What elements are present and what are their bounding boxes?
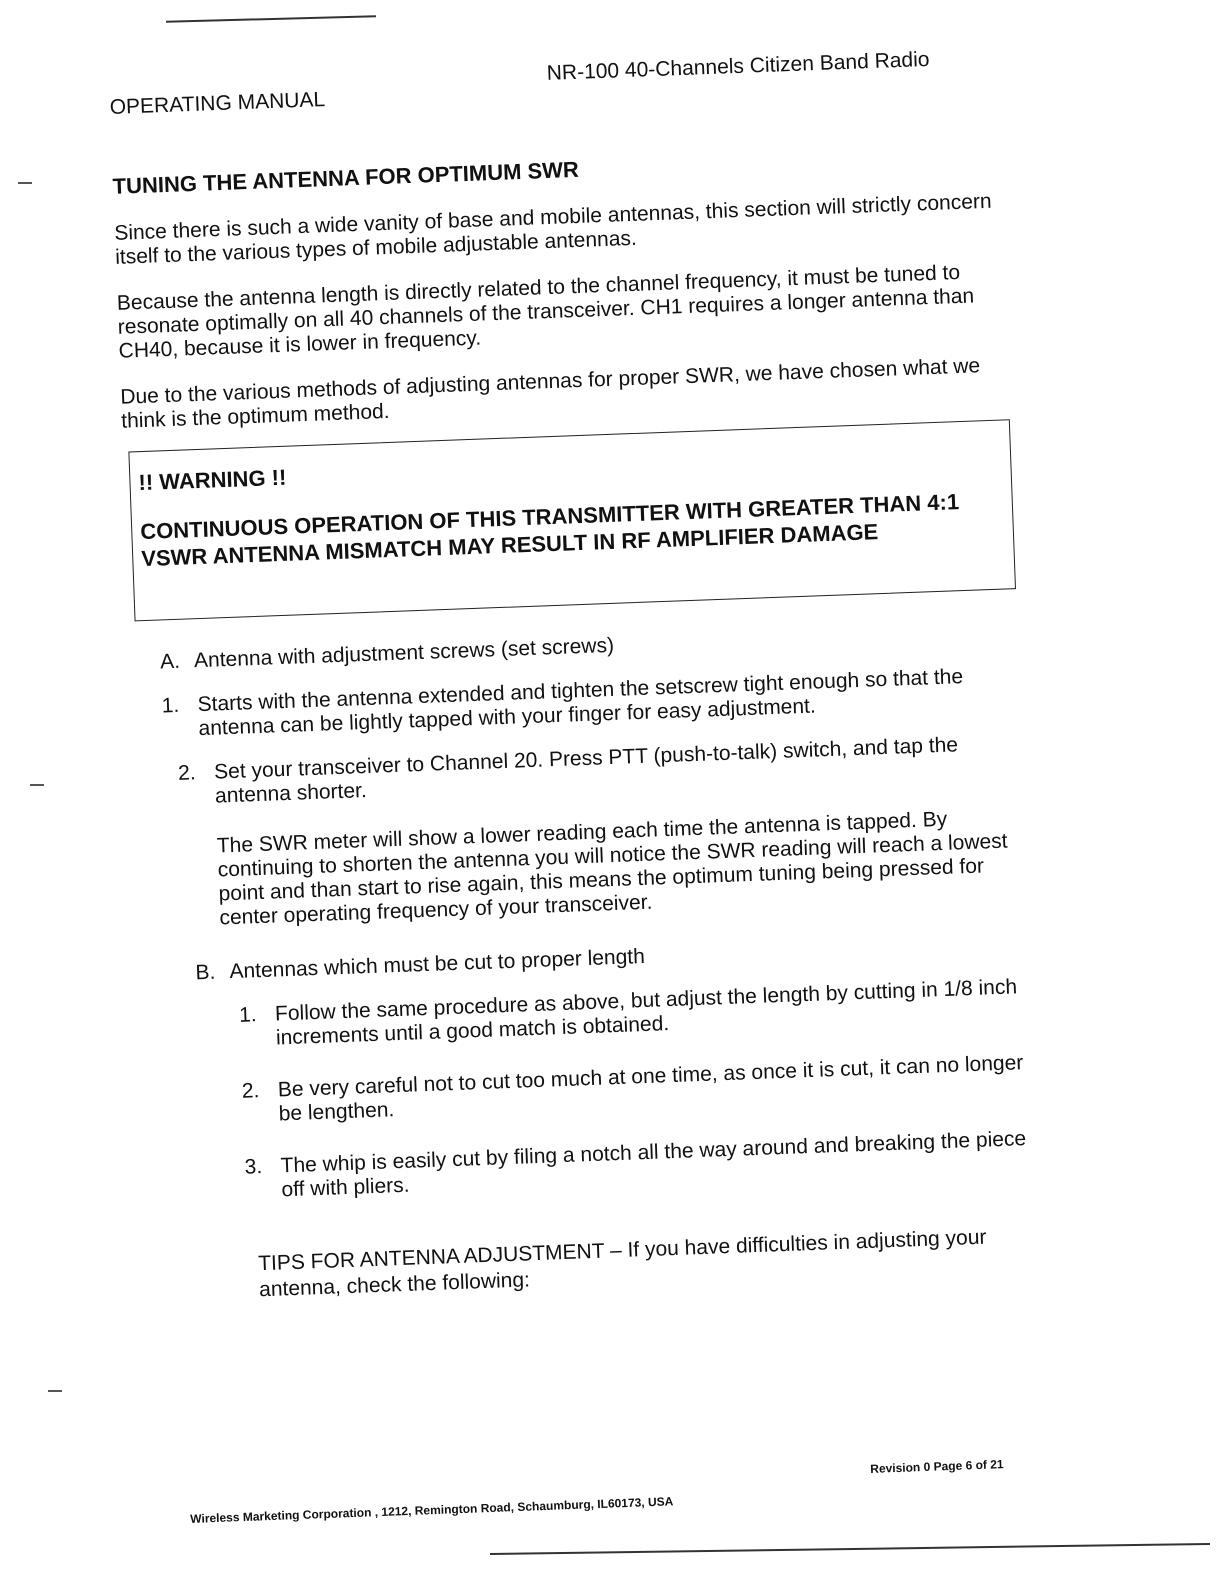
scan-artifact-dash (18, 182, 32, 184)
scan-artifact-dash (30, 784, 44, 786)
warning-box (128, 419, 1016, 621)
header-manual-title: OPERATING MANUAL (109, 88, 326, 119)
list-item-text: Set your transceiver to Channel 20. Press PTT (push-to-talk) switch, and tap the antenna shorter. (213, 733, 959, 808)
warning-text: CONTINUOUS OPERATION OF THIS TRANSMITTER WITH GREATER THAN 4:1 VSWR ANTENNA MISMATCH MAY RESULT IN RF AMPLIFIER DAMAGE (139, 489, 960, 572)
list-item (178, 731, 1035, 810)
frequency-paragraph: Because the antenna length is directly related to the channel frequency, it must be tuned to resonate optimally on all 40 channels of the transceiver. CH1 requires a longer antenna than CH40, because it is lower in frequency. (116, 260, 975, 363)
header-product-title: NR-100 40-Channels Citizen Band Radio (546, 47, 930, 85)
page-content (108, 27, 1053, 1307)
warning-title: !! WARNING !! (138, 464, 287, 496)
list-item-text: Starts with the antenna extended and tighten the setscrew tight enough so that the antenna can be lightly tapped with your finger for easy adjustment. (197, 665, 964, 741)
scan-artifact-top-line (166, 15, 376, 22)
list-item (239, 974, 1044, 1051)
intro-paragraph: Since there is such a wide vanity of base and mobile antennas, this section will strictly concern itself to the various types of mobile adjustable antennas. (113, 189, 992, 269)
list-item-text: The whip is easily cut by filing a notch all the way around and breaking the piece off with pliers. (280, 1127, 1027, 1202)
section-b-title: Antennas which must be cut to proper length (229, 944, 646, 984)
footer-revision: Revision 0 Page 6 of 21 (870, 1457, 1004, 1476)
list-item (241, 1050, 1046, 1127)
list-item-marker: 1. (238, 1003, 258, 1027)
footer-address: Wireless Marketing Corporation , 1212, Remington Road, Schaumburg, IL60173, USA (190, 1494, 674, 1526)
section-title: TUNING THE ANTENNA FOR OPTIMUM SWR (112, 156, 580, 199)
list-item-marker: 2. (177, 761, 197, 785)
list-item-marker: 2. (241, 1079, 260, 1103)
scan-artifact-bottom-line (490, 1543, 1210, 1555)
section-b-heading (195, 930, 1041, 985)
scan-artifact-dash (48, 1390, 62, 1392)
method-paragraph: Due to the various methods of adjusting antennas for proper SWR, we have chosen what we think is the optimum method. (119, 354, 981, 433)
list-item-text: Follow the same procedure as above, but adjust the length by cutting in 1/8 inch increments until a good match is obtained. (274, 975, 1018, 1050)
swr-meter-note: The SWR meter will show a lower reading each time the antenna is tapped. By continuing to shorten the antenna you will notice the SWR reading will reach a lowest point and than start to rise again, this means the optimum tuning being pressed for center operating frequency of your transceiver. (216, 807, 1008, 930)
list-item (161, 663, 1032, 743)
section-a-title: Antenna with adjustment screws (set screws) (193, 633, 615, 673)
section-a-marker: A. (159, 649, 181, 674)
tips-paragraph: TIPS FOR ANTENNA ADJUSTMENT – If you have difficulties in adjusting your antenna, check the following: (257, 1225, 987, 1302)
list-item (244, 1126, 1049, 1203)
section-a-heading (160, 619, 1030, 675)
section-b-marker: B. (195, 960, 216, 985)
page-header (108, 27, 1010, 120)
list-item-marker: 3. (244, 1155, 263, 1179)
list-item-marker: 1. (161, 693, 180, 718)
list-item-text: Be very careful not to cut too much at one time, as once it is cut, it can no longer be lengthen. (277, 1051, 1024, 1126)
